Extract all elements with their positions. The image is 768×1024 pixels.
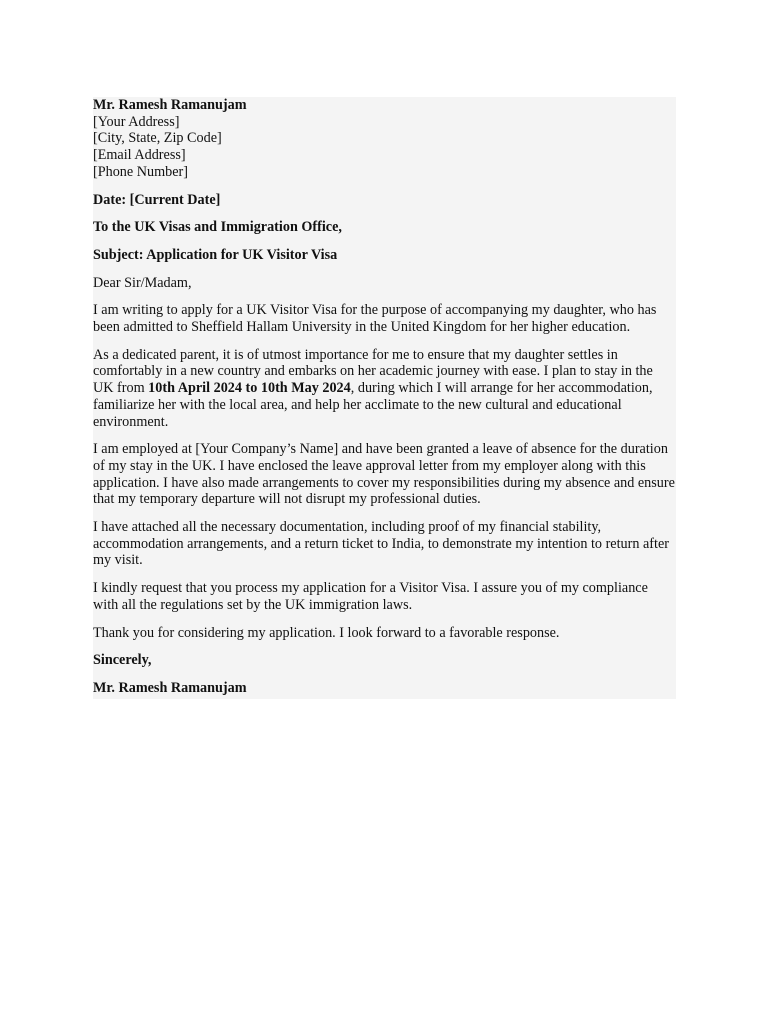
date-line: Date: [Current Date] <box>93 191 221 208</box>
stay-dates: 10th April 2024 to 10th May 2024 <box>148 380 351 397</box>
sender-email: [Email Address] <box>93 147 186 164</box>
recipient-line: To the UK Visas and Immigration Office, <box>93 219 342 236</box>
subject-line: Subject: Application for UK Visitor Visa <box>93 246 338 263</box>
paragraph-stay-plan-intro: As a dedicated parent, it is of utmost importance for me to ensure that my daughter settles in comfortably in a new country and embarks on her academic journey with ease. I plan to stay in the UK from <box>93 346 653 397</box>
paragraph-request: I kindly request that you process my application for a Visitor Visa. I assure you of my compliance with all the regulations set by the UK immigration laws. <box>93 580 648 613</box>
sender-address: [Your Address] <box>93 113 180 130</box>
paragraph-employment: I am employed at [Your Company’s Name] and have been granted a leave of absence for the duration of my stay in the UK. I have enclosed the leave approval letter from my employer along with this application. I have also made arrangements to cover my responsibilities during my absence and ensure that my temporary departure will not disrupt my professional duties. <box>93 441 675 508</box>
sender-block <box>93 97 676 181</box>
salutation: Dear Sir/Madam, <box>93 274 192 291</box>
paragraph-stay-plan-rest: , during which I will arrange for her accommodation, familiarize her with the local area, and help her acclimate to the new cultural and educational environment. <box>93 380 653 430</box>
sender-phone: [Phone Number] <box>93 163 188 180</box>
sender-city-state-zip: [City, State, Zip Code] <box>93 130 222 147</box>
signature-name: Mr. Ramesh Ramanujam <box>93 679 247 696</box>
paragraph-documentation: I have attached all the necessary documentation, including proof of my financial stability, accommodation arrangements, and a return ticket to India, to demonstrate my intention to return after my visit. <box>93 519 669 569</box>
closing: Sincerely, <box>93 652 152 669</box>
paragraph-stay-plan <box>93 336 676 431</box>
paragraph-thanks: Thank you for considering my application. I look forward to a favorable response. <box>93 624 560 641</box>
letter-document <box>93 97 676 699</box>
sender-name: Mr. Ramesh Ramanujam <box>93 97 247 113</box>
paragraph-purpose: I am writing to apply for a UK Visitor Visa for the purpose of accompanying my daughter, who has been admitted to Sheffield Hallam University in the United Kingdom for her higher education. <box>93 302 657 336</box>
